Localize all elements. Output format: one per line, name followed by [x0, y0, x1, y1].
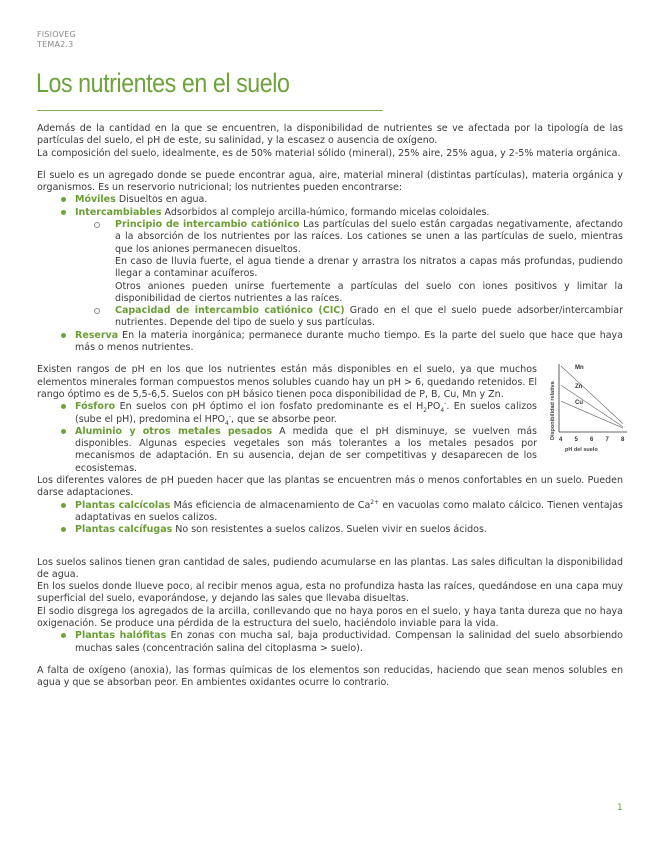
- ph-paragraph: Existen rangos de pH en los que los nutrientes están más disponibles en el suelo, ya que muchos elementos minerales forman compuestos menos solubles cuando hay un pH > 6, quedando retenidos. El rango óptimo es de 5,5-6,5. Suelos con pH básico tienen poca disponibilidad de P, B, Cu, Mn y Zn.: [37, 364, 537, 400]
- ph-section: [37, 364, 623, 475]
- term-moviles: Móviles: [75, 194, 116, 206]
- list-item-cic: Capacidad de intercambio catiónico (CIC) Grado en el que el suelo puede adsorber/intercambiar nutrientes. Depende del tipo de suelo y sus partículas.: [37, 305, 623, 330]
- intercambiables-sublist: [75, 219, 623, 330]
- principio-text-3: Otros aniones pueden unirse fuertemente a partículas del suelo con iones positivos y limitar la disponibilidad de ciertos nutrientes a las raíces.: [115, 280, 623, 304]
- series-line-zn: [561, 386, 623, 428]
- series-label-mn: Mn: [575, 365, 584, 372]
- list-item-fosforo: Fósforo En suelos con pH óptimo el ion fosfato predominante es el $H_2PO_4^-$. En suelos calizos (sube el pH), predomina el $HPO_4^-$, que se absorbe peor.: [37, 401, 537, 426]
- chart-xlabel: pH del suelo: [565, 447, 598, 454]
- x-tick-label: 7: [605, 437, 609, 444]
- term-fosforo: Fósforo: [75, 401, 116, 413]
- x-tick-label: 8: [621, 437, 625, 444]
- list-item-halofitas: Plantas halófitas En zonas con mucha sal, baja productividad. Compensan la salinidad del suelo absorbiendo muchas sales (concentración salina del citoplasma > suelo).: [37, 630, 623, 655]
- chart-ylabel: Disponibilidad relativa: [550, 381, 556, 441]
- salinos-paragraph-3: El sodio disgrega los agregados de la arcilla, conllevando que no haya poros en el suelo, y haya tanta dureza que no haya oxigenación. Se produce una pérdida de la estructura del suelo, haciéndolo inviable para la vida.: [37, 605, 623, 629]
- list-item-calcifugas: Plantas calcífugas No son resistentes a suelos calizos. Suelen vivir en suelos ácidos.: [37, 524, 623, 536]
- header-topic: TEMA2.3: [37, 40, 74, 49]
- title-underline: [37, 110, 383, 111]
- intro-paragraph-2: La composición del suelo, idealmente, es de 50% material sólido (mineral), 25% aire, 25% agua, y 2-5% materia orgánica.: [37, 147, 621, 159]
- term-reserva: Reserva: [75, 329, 119, 341]
- salinos-paragraph-2: En los suelos donde llueve poco, al recibir menos agua, esta no profundiza hasta las raíces, quedándose en una capa muy superficial del suelo, evaporándose, y dejando las sales que llevaba disueltas.: [37, 581, 623, 605]
- list-item-principio: Principio de intercambio catiónico Las partículas del suelo están cargadas negativamente, afectando a la absorción de los nutrientes por las raíces. Los cationes se unen a las partículas de suelo, mientras que los aniones permanecen disueltos. En caso de lluvia fuerte, el agua tiende a drenar y arrastra los nitratos a capas más profundas, pudiendo llegar a contaminar acuíferos. Otros aniones pueden unirse fuertemente a partículas del suelo con iones positivos y limitar la disponibilidad de ciertos nutrientes a las raíces.: [37, 219, 623, 305]
- header-course: FISIOVEG: [37, 30, 76, 39]
- series-label-cu: Cu: [575, 400, 583, 407]
- ph-availability-chart: [547, 362, 627, 454]
- salinos-list: [37, 630, 623, 655]
- term-halofitas: Plantas halófitas: [75, 630, 167, 642]
- nutrient-forms-list: [37, 194, 623, 354]
- term-metales: Aluminio y otros metales pesados: [75, 425, 273, 437]
- list-item-intercambiables: Intercambiables Adsorbidos al complejo arcilla-húmico, formando micelas coloidales. Principio de intercambio catiónico Las partículas del suelo están cargadas negativamente, afectando a la absorción de los nutrientes por las raíces. Los cationes se unen a las partículas de suelo, mientras que los aniones permanecen disueltos. En caso de lluvia fuerte, el agua tiende a drenar y arrastra los nitratos a capas más profundas, pudiendo llegar a contaminar acuíferos. Otros aniones pueden unirse fuertemente a partículas del suelo con iones positivos y limitar la disponibilidad de ciertos nutrientes a las raíces. Capacidad de intercambio catiónico (CIC) Grado en el que el suelo puede adsorber/intercambiar nutrientes. Depende del tipo de suelo y sus partículas.: [37, 207, 623, 330]
- document-body: [37, 123, 623, 689]
- term-calcifugas: Plantas calcífugas: [75, 524, 173, 536]
- term-calcicolas: Plantas calcícolas: [75, 499, 171, 511]
- page-number: 1: [617, 803, 623, 813]
- x-tick-label: 4: [559, 437, 563, 444]
- anoxia-paragraph: A falta de oxígeno (anoxia), las formas químicas de los elementos son reducidas, haciendo que sean menos solubles en agua y que se absorban peor. En ambientes oxidantes ocurre lo contrario.: [37, 664, 623, 689]
- list-item-metales: Aluminio y otros metales pesados A medida que el pH disminuye, se vuelven más disponibles. Algunas especies vegetales son más tolerantes a los metales pesados por mecanismos de adaptación. En su ausencia, dejan de ser competitivas y desaparecen de los ecosistemas.: [37, 426, 537, 475]
- list-item-reserva: Reserva En la materia inorgánica; permanece durante mucho tiempo. Es la parte del suelo que hace que haya más o menos nutrientes.: [37, 330, 623, 355]
- term-principio: Principio de intercambio catiónico: [115, 219, 300, 231]
- series-label-zn: Zn: [575, 384, 583, 391]
- page-title: Los nutrientes en el suelo: [36, 68, 290, 98]
- salinos-paragraph-1: Los suelos salinos tienen gran cantidad de sales, pudiendo acumularse en las plantas. Las sales dificultan la disponibilidad de agua.: [37, 556, 623, 580]
- list-item-calcicolas: Plantas calcícolas Más eficiencia de almacenamiento de $Ca^{2+}$ en vacuolas como malato cálcico. Tienen ventajas adaptativas en suelos calizos.: [37, 500, 623, 525]
- x-tick-label: 5: [574, 437, 578, 444]
- list-item-moviles: Móviles Disueltos en agua.: [37, 194, 623, 206]
- x-tick-label: 6: [590, 437, 594, 444]
- document-header: [37, 30, 76, 50]
- ph-paragraph-2: Los diferentes valores de pH pueden hacer que las plantas se encuentren más o menos confortables en un suelo. Pueden darse adaptaciones.: [37, 475, 623, 499]
- principio-text-2: En caso de lluvia fuerte, el agua tiende a drenar y arrastra los nitratos a capas más profundas, pudiendo llegar a contaminar acuíferos.: [115, 255, 623, 280]
- term-cic: Capacidad de intercambio catiónico (CIC): [115, 305, 345, 317]
- intro-paragraph-1: Además de la cantidad en la que se encuentren, la disponibilidad de nutrientes se ve afectada por la tipología de las partículas del suelo, el pH de este, su salinidad, y la escasez o ausencia de oxígeno.: [37, 123, 623, 147]
- plant-types-list: [37, 500, 623, 537]
- term-intercambiables: Intercambiables: [75, 206, 162, 218]
- ph-list: [37, 401, 537, 475]
- agregado-paragraph: El suelo es un agregado donde se puede encontrar agua, aire, material mineral (distintas partículas), materia orgánica y organismos. Es un reservorio nutricional; los nutrientes pueden encontrarse:: [37, 169, 623, 194]
